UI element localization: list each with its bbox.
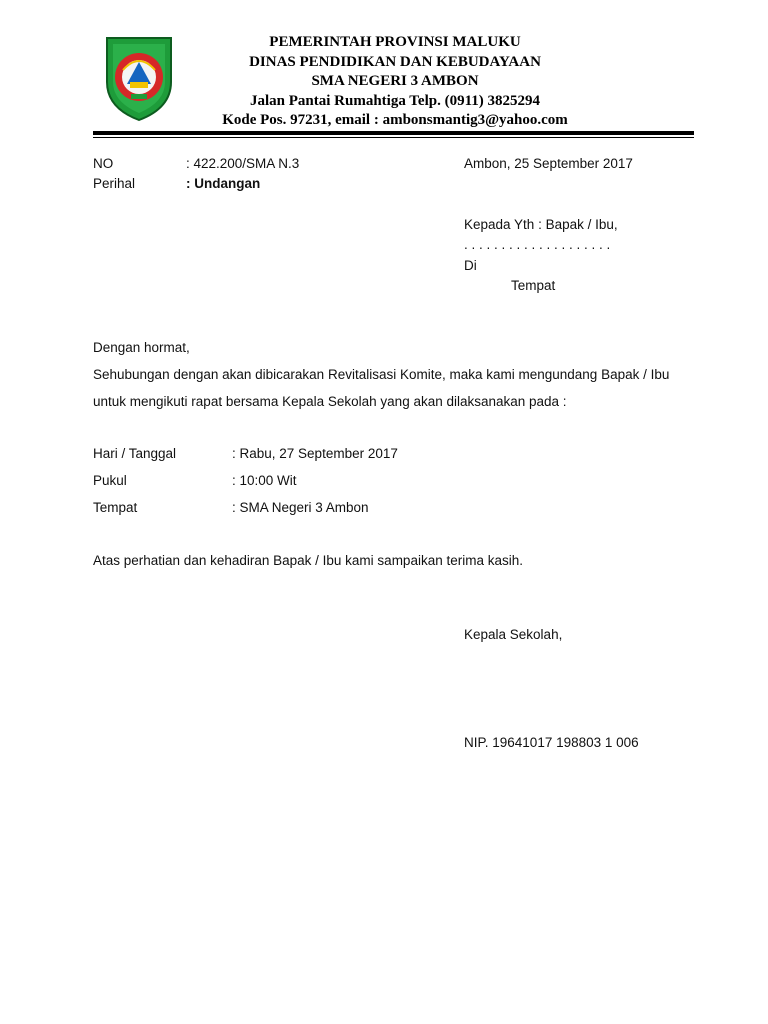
letterhead-divider-thick xyxy=(93,131,694,135)
recipient-tempat: Tempat xyxy=(511,278,556,293)
detail-label-time: Pukul xyxy=(93,473,127,488)
letter-number-label: NO xyxy=(93,156,114,171)
letterhead-line-department: DINAS PENDIDIKAN DAN KEBUDAYAAN xyxy=(249,54,541,70)
subject-value: : Undangan xyxy=(186,176,261,191)
detail-label-place: Tempat xyxy=(93,500,138,515)
letterhead-line-address: Jalan Pantai Rumahtiga Telp. (0911) 3825294 xyxy=(249,93,541,109)
detail-value-day-date: : Rabu, 27 September 2017 xyxy=(232,446,398,461)
detail-value-place: : SMA Negeri 3 Ambon xyxy=(232,500,369,515)
detail-label-day-date: Hari / Tanggal xyxy=(93,446,177,461)
greeting: Dengan hormat, xyxy=(93,340,190,355)
detail-value-time: : 10:00 Wit xyxy=(232,473,297,488)
recipient-line: Kepada Yth : Bapak / Ibu, xyxy=(464,217,618,232)
body-paragraph-line-2: untuk mengikuti rapat bersama Kepala Sekolah yang akan dilaksanakan pada : xyxy=(93,394,567,409)
closing-sentence: Atas perhatian dan kehadiran Bapak / Ibu kami sampaikan terima kasih. xyxy=(93,553,523,568)
signatory-title: Kepala Sekolah, xyxy=(464,627,563,642)
letterhead-divider-thin xyxy=(93,137,694,138)
maluku-emblem-icon xyxy=(103,32,175,122)
letterhead-line-postal-email: Kode Pos. 97231, email : ambonsmantig3@yahoo.com xyxy=(222,112,568,128)
letterhead-line-government: PEMERINTAH PROVINSI MALUKU xyxy=(269,34,521,50)
letterhead-line-school: SMA NEGERI 3 AMBON xyxy=(311,73,479,89)
subject-label: Perihal xyxy=(93,176,136,191)
recipient-dots: . . . . . . . . . . . . . . . . . . . . xyxy=(464,237,611,252)
signatory-nip: NIP. 19641017 198803 1 006 xyxy=(464,735,639,750)
place-date: Ambon, 25 September 2017 xyxy=(464,156,633,171)
body-paragraph-line-1: Sehubungan dengan akan dibicarakan Revitalisasi Komite, maka kami mengundang Bapak / Ibu xyxy=(93,367,670,382)
recipient-di: Di xyxy=(464,258,477,273)
letter-number-value: : 422.200/SMA N.3 xyxy=(186,156,300,171)
